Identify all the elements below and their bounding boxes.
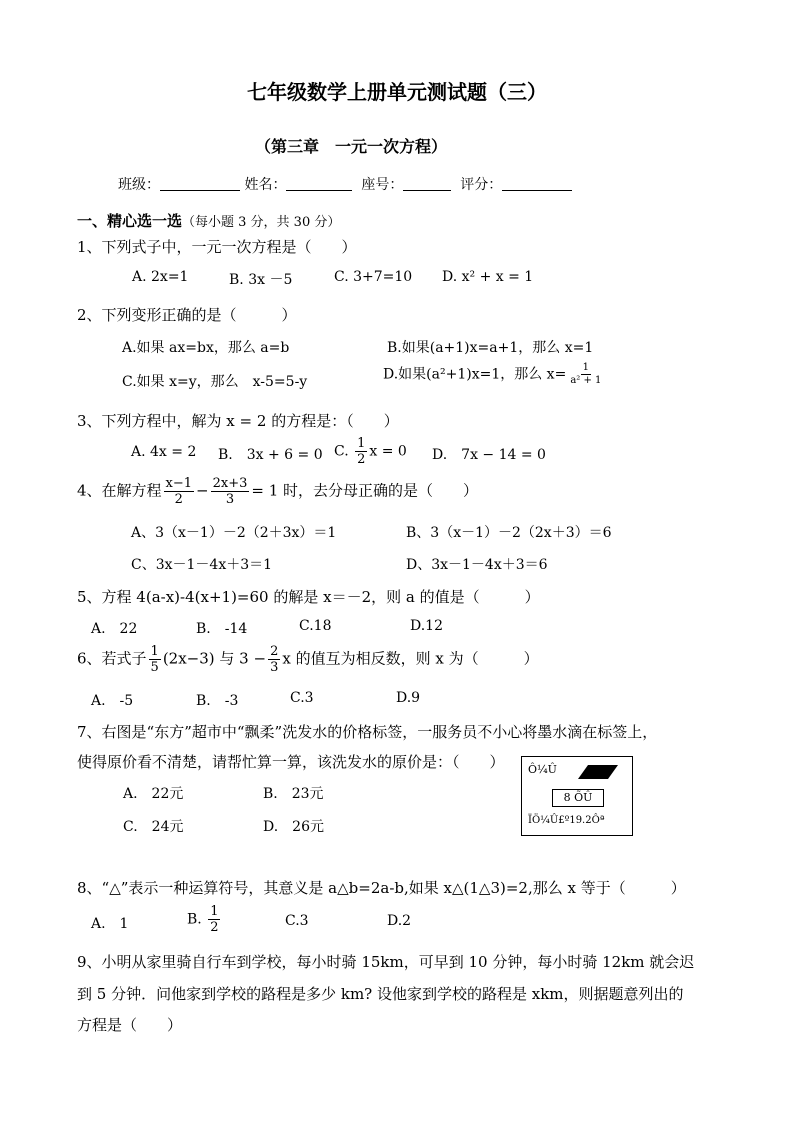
q6-fraction-2-denominator: 3 <box>270 660 279 675</box>
q2-option-a[interactable]: A.如果 ax=bx，那么 a=b <box>122 340 290 356</box>
q8-option-b-label: B. <box>187 911 202 928</box>
question-4-stem <box>77 476 478 507</box>
q4-option-b[interactable]: B、3（x－1）－2（2x＋3）＝6 <box>406 525 612 541</box>
q7-option-b[interactable]: B. 23元 <box>263 786 324 802</box>
q2-fraction <box>568 362 603 387</box>
q6-stem-post: x 的值互为相反数，则 x 为（ ） <box>282 649 539 668</box>
q3-fraction-numerator: 1 <box>357 436 366 451</box>
q5-option-a[interactable]: A. 22 <box>91 621 138 637</box>
section-note: （每小题 3 分，共 30 分） <box>182 215 341 230</box>
q8-fraction <box>208 904 220 935</box>
q4-option-a[interactable]: A、3（x－1）－2（2＋3x）＝1 <box>131 525 337 541</box>
name-label: 姓名： <box>244 177 287 193</box>
q6-stem-mid: (2x−3) 与 3 − <box>162 649 267 668</box>
q1-option-d[interactable]: D. x² + x = 1 <box>442 269 534 285</box>
q6-option-c[interactable]: C.3 <box>290 690 314 706</box>
q4-fraction-1-numerator: x−1 <box>165 476 193 491</box>
q6-fraction-2 <box>268 644 280 675</box>
q4-stem-pre: 4、在解方程 <box>77 481 162 500</box>
question-7-line-2: 使得原价看不清楚，请帮忙算一算，该洗发水的原价是：（ ） <box>77 753 505 771</box>
q3-option-a[interactable]: A. 4x = 2 <box>131 444 197 460</box>
q3-fraction <box>355 436 367 467</box>
price-tag-original-label: Ô¼Û <box>528 763 557 776</box>
q3-option-d[interactable]: D. 7x − 14 = 0 <box>432 447 546 463</box>
price-tag-current-price: ÏÖ¼Û£º19.2Ôª <box>528 815 605 826</box>
q4-option-d[interactable]: D、3x－1－4x＋3＝6 <box>406 557 548 573</box>
section-title: 一、精心选一选 <box>77 212 183 230</box>
q6-fraction-1-denominator: 5 <box>150 660 159 675</box>
q8-option-d[interactable]: D.2 <box>387 913 412 929</box>
question-5-stem: 5、方程 4(a-x)-4(x+1)=60 的解是 x＝－2，则 a 的值是（ ） <box>77 588 540 606</box>
q1-option-c[interactable]: C. 3+7=10 <box>334 269 413 285</box>
price-tag-discount: 8 ÕÛ <box>552 789 604 807</box>
q6-option-b[interactable]: B. -3 <box>196 693 239 709</box>
q7-option-c[interactable]: C. 24元 <box>123 819 184 835</box>
q5-option-c[interactable]: C.18 <box>299 618 332 634</box>
q2-option-d[interactable] <box>383 362 605 387</box>
q6-fraction-2-numerator: 2 <box>270 644 279 659</box>
q2-option-c[interactable]: C.如果 x=y，那么 x-5=5-y <box>122 374 308 390</box>
question-7-line-1: 7、右图是“东方”超市中“飘柔”洗发水的价格标签，一服务员不小心将墨水滴在标签上， <box>77 723 658 741</box>
class-label: 班级： <box>118 177 160 193</box>
seat-label: 座号： <box>361 177 404 193</box>
q6-option-a[interactable]: A. -5 <box>91 693 134 709</box>
q4-fraction-2 <box>211 476 250 507</box>
q4-stem-post: = 1 时，去分母正确的是（ ） <box>251 481 479 500</box>
q6-fraction-1 <box>149 644 161 675</box>
q4-fraction-2-denominator: 3 <box>225 492 235 507</box>
q8-option-c[interactable]: C.3 <box>285 913 309 929</box>
q5-option-d[interactable]: D.12 <box>410 618 443 634</box>
page-subtitle: （第三章 一元一次方程） <box>255 137 448 156</box>
price-tag-figure <box>521 756 633 836</box>
q2-fraction-numerator: 1 <box>582 362 590 373</box>
q8-option-a[interactable]: A. 1 <box>91 916 129 932</box>
question-3-stem: 3、下列方程中，解为 x = 2 的方程是：（ ） <box>77 412 399 430</box>
question-8-stem: 8、“△”表示一种运算符号，其意义是 a△b=2a-b,如果 x△(1△3)=2,那么 x 等于（ ） <box>77 879 686 897</box>
seat-blank[interactable] <box>403 176 451 191</box>
ink-blot-icon <box>578 765 618 779</box>
name-blank[interactable] <box>286 176 352 191</box>
q8-fraction-numerator: 1 <box>210 904 219 919</box>
q1-option-a[interactable]: A. 2x=1 <box>132 269 189 285</box>
q3-option-c-text: x = 0 <box>369 443 407 460</box>
class-blank[interactable] <box>160 176 240 191</box>
q2-fraction-denominator: a² + 1 <box>570 375 602 386</box>
q2-option-b[interactable]: B.如果(a+1)x=a+1，那么 x=1 <box>387 340 594 356</box>
q2-option-d-text: D.如果(a²+1)x=1，那么 x= <box>383 366 567 383</box>
question-6-stem <box>77 644 539 675</box>
q4-fraction-1 <box>164 476 195 507</box>
page-title: 七年级数学上册单元测试题（三） <box>247 80 547 104</box>
q8-option-b[interactable] <box>187 904 222 935</box>
q4-fraction-2-numerator: 2x+3 <box>212 476 248 491</box>
q4-minus-sign: − <box>196 481 209 500</box>
q7-option-d[interactable]: D. 26元 <box>263 819 324 835</box>
question-2-stem: 2、下列变形正确的是（ ） <box>77 306 297 324</box>
q1-option-b[interactable]: B. 3x －5 <box>229 272 293 288</box>
q3-option-b[interactable]: B. 3x + 6 = 0 <box>218 447 323 463</box>
question-9-line-2: 到 5 分钟．问他家到学校的路程是多少 km? 设他家到学校的路程是 xkm，则据题意列出的 <box>77 985 684 1003</box>
student-info-row <box>118 174 572 194</box>
question-1-stem: 1、下列式子中，一元一次方程是（ ） <box>77 238 357 256</box>
q3-option-c[interactable] <box>334 436 407 467</box>
q6-stem-pre: 6、若式子 <box>77 649 147 668</box>
score-label: 评分： <box>460 177 503 193</box>
question-9-line-1: 9、小明从家里骑自行车到学校，每小时骑 15km，可早到 10 分钟，每小时骑 12km 就会迟 <box>77 953 695 971</box>
q7-option-a[interactable]: A. 22元 <box>123 786 184 802</box>
q4-option-c[interactable]: C、3x－1－4x＋3＝1 <box>131 557 273 573</box>
question-9-line-3: 方程是（ ） <box>77 1016 183 1034</box>
q4-fraction-1-denominator: 2 <box>174 492 183 507</box>
q3-option-c-label: C. <box>334 443 349 460</box>
q6-fraction-1-numerator: 1 <box>150 644 159 659</box>
score-blank[interactable] <box>502 176 572 191</box>
q3-fraction-denominator: 2 <box>357 452 366 467</box>
q5-option-b[interactable]: B. -14 <box>196 621 248 637</box>
section-heading <box>77 210 340 231</box>
q8-fraction-denominator: 2 <box>210 920 219 935</box>
q6-option-d[interactable]: D.9 <box>396 690 421 706</box>
